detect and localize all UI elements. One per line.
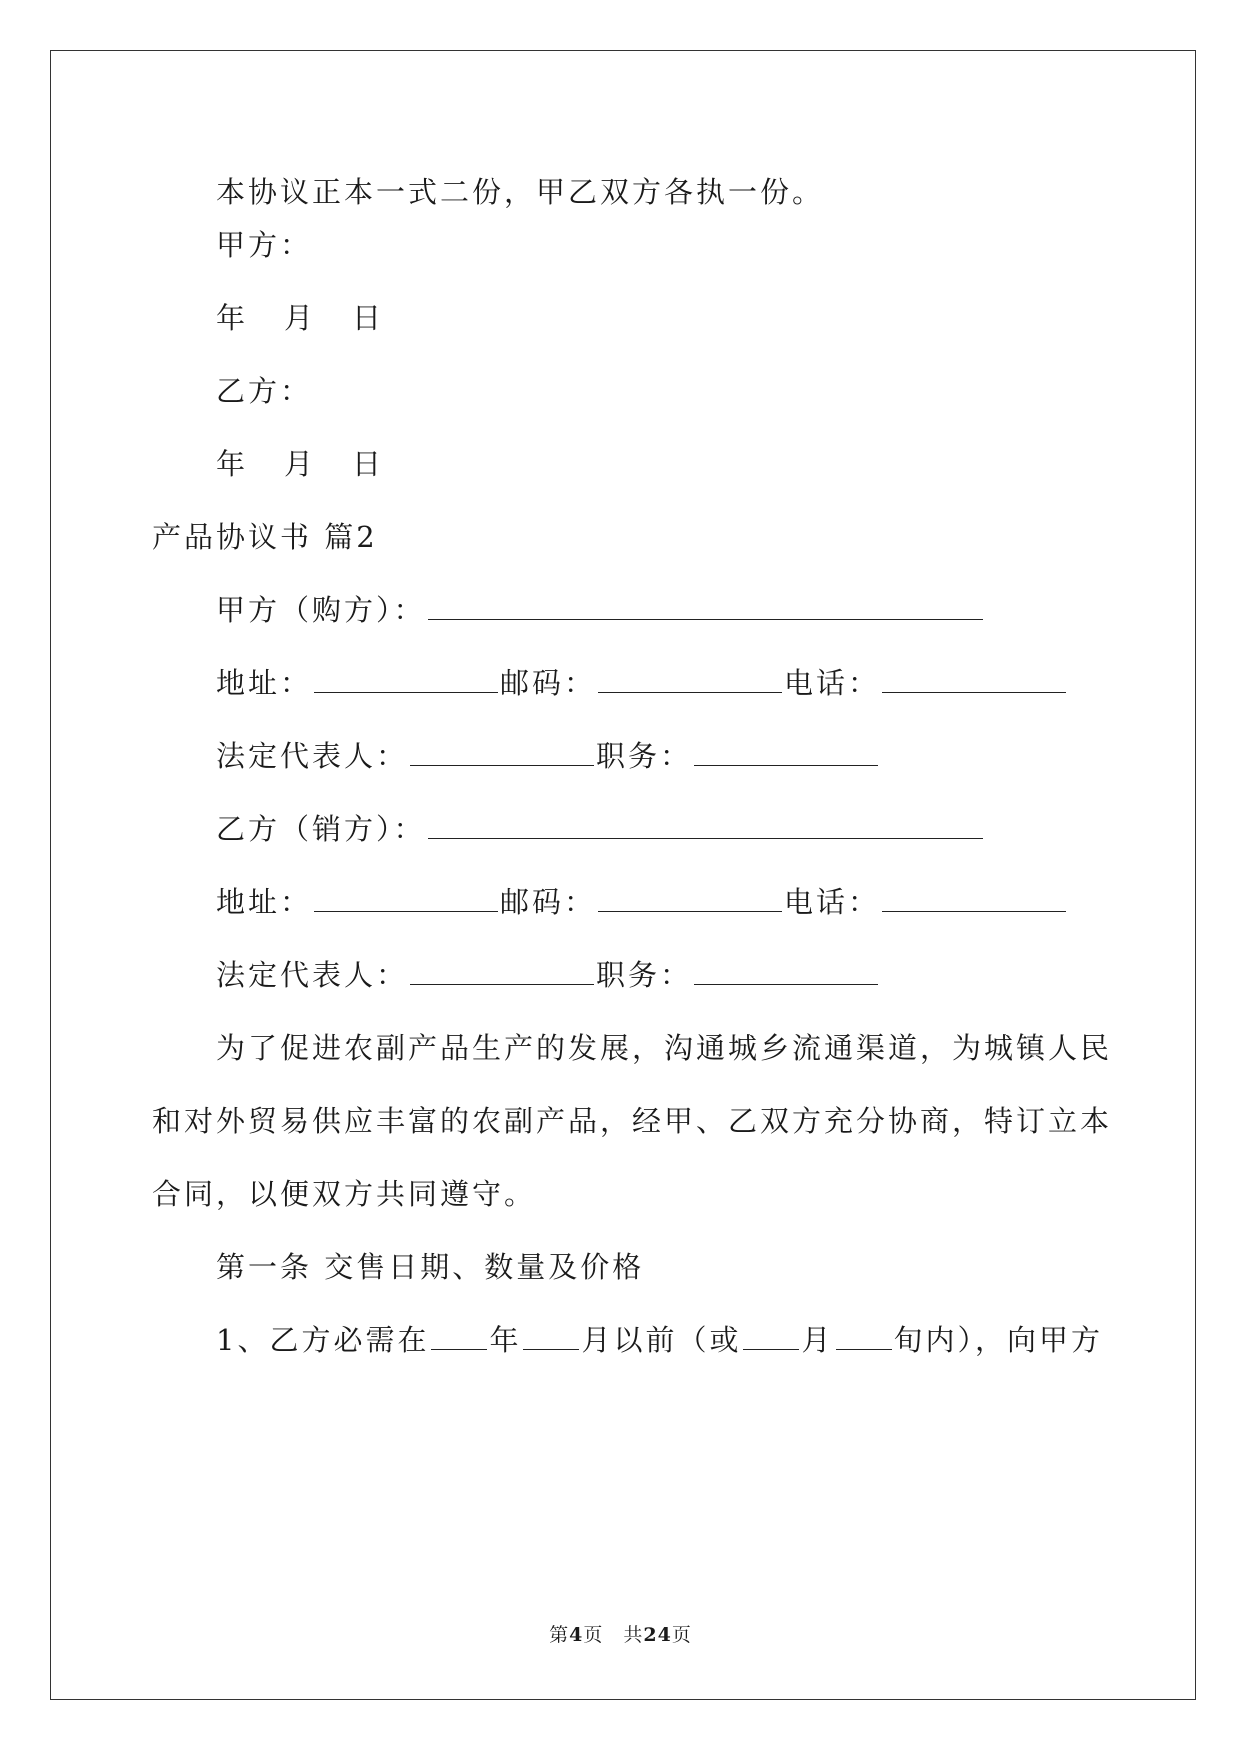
month-blank[interactable] (743, 1325, 799, 1350)
total-pages: 24 (643, 1624, 672, 1646)
seller-address-line (216, 882, 1068, 922)
year-blank[interactable] (431, 1325, 487, 1350)
rep-label: 法定代表人： (216, 739, 409, 773)
seller-label: 乙方（销方）： (216, 812, 426, 846)
year-label: 年 (216, 447, 249, 481)
seller-blank[interactable] (428, 814, 983, 839)
day-label: 日 (352, 447, 385, 481)
rep-blank[interactable] (410, 741, 594, 766)
address-label: 地址： (216, 666, 313, 700)
address-blank[interactable] (314, 668, 498, 693)
page-footer (0, 1620, 1241, 1647)
year-label: 年 (216, 301, 249, 335)
position-label: 职务： (596, 958, 693, 992)
rep-blank[interactable] (410, 960, 594, 985)
section-title: 产品协议书 篇2 (152, 520, 378, 554)
date-line-a (216, 298, 384, 338)
item-1-line (216, 1320, 1103, 1360)
buyer-rep-line (216, 736, 880, 776)
zip-label: 邮码： (500, 666, 597, 700)
footer-text: 第 (549, 1624, 570, 1646)
zip-blank[interactable] (598, 668, 782, 693)
footer-text: 页 (671, 1624, 692, 1646)
tel-label: 电话： (784, 666, 881, 700)
zip-label: 邮码： (500, 885, 597, 919)
seller-rep-line (216, 955, 880, 995)
tel-blank[interactable] (882, 668, 1066, 693)
footer-text: 页 共 (583, 1624, 644, 1646)
buyer-blank[interactable] (428, 595, 983, 620)
item-text: 年 (489, 1323, 522, 1357)
item-text: 旬内），向甲方 (893, 1323, 1104, 1357)
party-a-signature-label: 甲方： (216, 228, 313, 262)
zip-blank[interactable] (598, 887, 782, 912)
month-blank[interactable] (523, 1325, 579, 1350)
period-blank[interactable] (836, 1325, 892, 1350)
position-blank[interactable] (694, 960, 878, 985)
date-line-b (216, 444, 384, 484)
address-label: 地址： (216, 885, 313, 919)
position-blank[interactable] (694, 741, 878, 766)
copies-line: 本协议正本一式二份，甲乙双方各执一份。 (216, 175, 825, 209)
buyer-line (216, 590, 985, 630)
tel-blank[interactable] (882, 887, 1066, 912)
paragraph-line: 为了促进农副产品生产的发展，沟通城乡流通渠道，为城镇人民 (216, 1031, 1113, 1065)
paragraph-line: 和对外贸易供应丰富的农副产品，经甲、乙双方充分协商，特订立本 (152, 1104, 1113, 1138)
party-b-signature-label: 乙方： (216, 374, 313, 408)
buyer-address-line (216, 663, 1068, 703)
month-label: 月 (284, 447, 317, 481)
address-blank[interactable] (314, 887, 498, 912)
tel-label: 电话： (784, 885, 881, 919)
item-text: 月 (801, 1323, 834, 1357)
page-number: 4 (569, 1624, 584, 1646)
month-label: 月 (284, 301, 317, 335)
rep-label: 法定代表人： (216, 958, 409, 992)
item-text: 1、乙方必需在 (216, 1323, 430, 1357)
day-label: 日 (352, 301, 385, 335)
seller-line (216, 809, 985, 849)
article-heading: 第一条 交售日期、数量及价格 (216, 1250, 645, 1284)
position-label: 职务： (596, 739, 693, 773)
item-text: 月以前（或 (581, 1323, 742, 1357)
buyer-label: 甲方（购方）： (216, 593, 426, 627)
paragraph-line: 合同，以便双方共同遵守。 (152, 1177, 537, 1211)
